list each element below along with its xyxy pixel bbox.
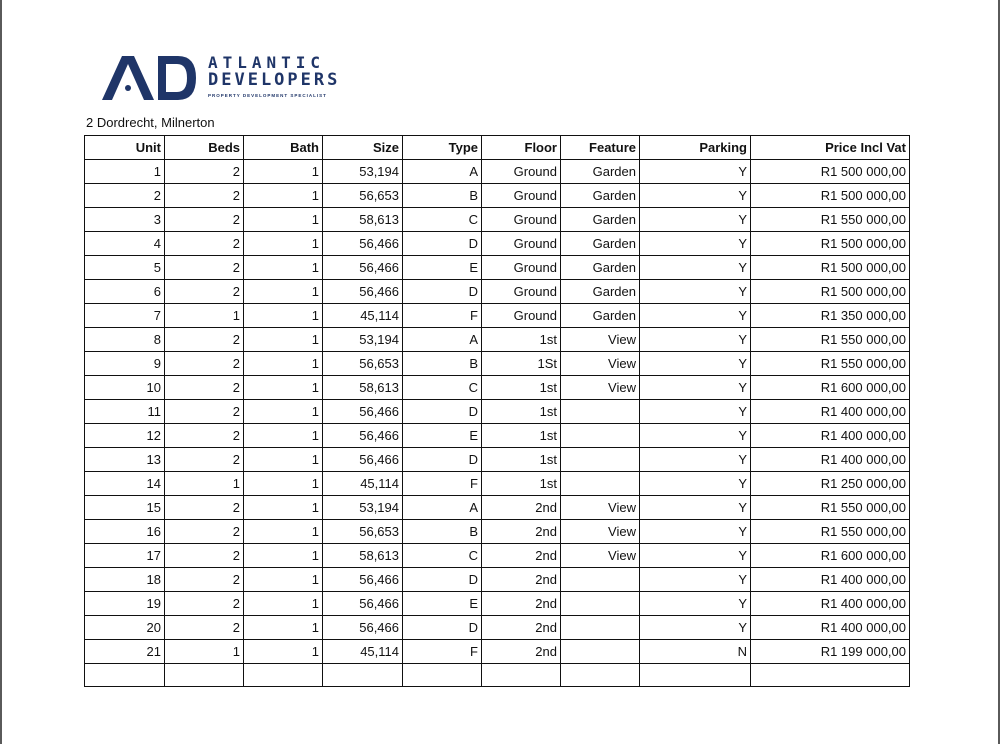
table-cell: 14 [85, 472, 165, 496]
table-cell: R1 199 000,00 [751, 640, 910, 664]
table-cell-empty [244, 664, 323, 687]
table-cell: F [403, 640, 482, 664]
table-cell: 2nd [482, 496, 561, 520]
table-cell: 1 [244, 232, 323, 256]
table-cell: 20 [85, 616, 165, 640]
column-header: Size [323, 136, 403, 160]
table-cell: R1 400 000,00 [751, 424, 910, 448]
logo-tagline: PROPERTY DEVELOPMENT SPECIALIST [208, 93, 327, 98]
table-cell: Garden [561, 304, 640, 328]
table-cell: 2 [165, 592, 244, 616]
logo-text-atlantic: ATLANTIC [208, 53, 326, 72]
table-cell: 2 [165, 160, 244, 184]
table-cell: 12 [85, 424, 165, 448]
table-cell: Garden [561, 280, 640, 304]
table-cell: 1 [244, 352, 323, 376]
table-cell: View [561, 328, 640, 352]
table-cell: 2 [165, 424, 244, 448]
ad-logo-mark-icon [100, 52, 198, 102]
table-cell: 1 [244, 520, 323, 544]
table-cell: 11 [85, 400, 165, 424]
table-cell: 2 [165, 448, 244, 472]
table-cell: 18 [85, 568, 165, 592]
table-cell: R1 400 000,00 [751, 616, 910, 640]
logo-text-developers: DEVELOPERS [208, 70, 341, 90]
table-cell: D [403, 568, 482, 592]
table-cell: 56,466 [323, 448, 403, 472]
table-cell: 1 [244, 640, 323, 664]
table-row [85, 160, 910, 184]
table-row [85, 520, 910, 544]
table-cell: 56,466 [323, 592, 403, 616]
table-cell: C [403, 208, 482, 232]
table-cell: 3 [85, 208, 165, 232]
table-cell: Y [640, 568, 751, 592]
table-cell: 2nd [482, 520, 561, 544]
table-cell: 1 [165, 472, 244, 496]
table-cell: View [561, 352, 640, 376]
table-cell: Ground [482, 184, 561, 208]
table-cell: Ground [482, 304, 561, 328]
table-cell: 17 [85, 544, 165, 568]
table-cell-empty [561, 664, 640, 687]
table-cell: R1 400 000,00 [751, 448, 910, 472]
table-row [85, 544, 910, 568]
table-cell: 2 [165, 544, 244, 568]
table-cell: 2 [165, 568, 244, 592]
table-cell: 56,653 [323, 520, 403, 544]
table-cell: 1 [244, 160, 323, 184]
table-row [85, 328, 910, 352]
table-cell: B [403, 352, 482, 376]
table-cell: R1 400 000,00 [751, 400, 910, 424]
table-cell: R1 350 000,00 [751, 304, 910, 328]
table-cell: R1 500 000,00 [751, 160, 910, 184]
table-cell: 58,613 [323, 544, 403, 568]
company-logo [100, 52, 360, 102]
table-cell: 1 [244, 184, 323, 208]
table-cell: 56,466 [323, 280, 403, 304]
table-row [85, 592, 910, 616]
table-cell: View [561, 376, 640, 400]
table-cell: Y [640, 160, 751, 184]
table-cell: 9 [85, 352, 165, 376]
table-cell: 56,653 [323, 184, 403, 208]
table-cell: D [403, 280, 482, 304]
table-cell: 6 [85, 280, 165, 304]
table-cell: 2nd [482, 616, 561, 640]
table-cell: Ground [482, 160, 561, 184]
table-cell: D [403, 232, 482, 256]
table-cell: E [403, 424, 482, 448]
table-cell: B [403, 520, 482, 544]
table-cell: Y [640, 232, 751, 256]
table-row [85, 376, 910, 400]
table-row [85, 184, 910, 208]
table-cell: 1 [244, 208, 323, 232]
table-cell-empty [403, 664, 482, 687]
table-cell: 1 [244, 496, 323, 520]
table-cell: Y [640, 544, 751, 568]
table-cell: Y [640, 592, 751, 616]
table-cell: 8 [85, 328, 165, 352]
table-cell: 2nd [482, 544, 561, 568]
table-cell: 1 [244, 616, 323, 640]
units-price-table [84, 135, 910, 687]
table-row [85, 568, 910, 592]
table-row [85, 304, 910, 328]
table-cell: 1 [165, 640, 244, 664]
table-row [85, 640, 910, 664]
table-cell: 1 [244, 568, 323, 592]
table-row [85, 208, 910, 232]
table-cell: 2 [165, 328, 244, 352]
table-cell: 45,114 [323, 304, 403, 328]
table-cell: 13 [85, 448, 165, 472]
table-cell-empty [85, 664, 165, 687]
table-cell: Y [640, 352, 751, 376]
table-cell [561, 472, 640, 496]
table-cell: 1 [244, 544, 323, 568]
table-cell: 56,466 [323, 400, 403, 424]
table-cell [561, 400, 640, 424]
page-edge-left [0, 0, 2, 744]
table-cell: R1 550 000,00 [751, 328, 910, 352]
table-cell: 7 [85, 304, 165, 328]
table-cell: Garden [561, 232, 640, 256]
table-cell: 1 [244, 424, 323, 448]
table-cell: 53,194 [323, 160, 403, 184]
table-cell: Y [640, 256, 751, 280]
table-cell: 4 [85, 232, 165, 256]
table-row [85, 232, 910, 256]
table-cell: A [403, 328, 482, 352]
table-cell: View [561, 496, 640, 520]
table-cell [561, 568, 640, 592]
column-header: Bath [244, 136, 323, 160]
table-cell: Ground [482, 232, 561, 256]
table-cell: R1 250 000,00 [751, 472, 910, 496]
table-cell: A [403, 160, 482, 184]
table-row [85, 256, 910, 280]
table-cell: 1 [85, 160, 165, 184]
table-cell: Y [640, 376, 751, 400]
table-cell: 45,114 [323, 472, 403, 496]
table-cell: Y [640, 184, 751, 208]
table-cell: E [403, 592, 482, 616]
table-cell: 56,466 [323, 424, 403, 448]
table-cell: 1 [244, 376, 323, 400]
table-cell: R1 550 000,00 [751, 208, 910, 232]
table-cell: View [561, 544, 640, 568]
table-cell: 2 [165, 616, 244, 640]
table-cell: 2 [165, 496, 244, 520]
table-cell: Garden [561, 256, 640, 280]
table-cell: 53,194 [323, 328, 403, 352]
table-cell: 16 [85, 520, 165, 544]
table-cell: 1st [482, 448, 561, 472]
table-cell: 2 [165, 208, 244, 232]
table-cell: 1 [244, 280, 323, 304]
table-row [85, 280, 910, 304]
table-cell: Garden [561, 160, 640, 184]
table-cell: R1 500 000,00 [751, 184, 910, 208]
table-cell: Y [640, 400, 751, 424]
table-cell: Ground [482, 208, 561, 232]
column-header: Floor [482, 136, 561, 160]
table-cell: 2 [165, 400, 244, 424]
table-cell: D [403, 448, 482, 472]
table-cell-empty [640, 664, 751, 687]
table-cell [561, 424, 640, 448]
table-cell: 2 [165, 376, 244, 400]
table-cell: D [403, 616, 482, 640]
table-cell: Y [640, 280, 751, 304]
table-cell: 1 [244, 448, 323, 472]
table-cell-empty [482, 664, 561, 687]
table-cell: 2nd [482, 640, 561, 664]
table-cell: Y [640, 208, 751, 232]
table-cell: 1st [482, 472, 561, 496]
table-cell: 56,466 [323, 616, 403, 640]
table-row-empty [85, 664, 910, 687]
table-cell: E [403, 256, 482, 280]
table-cell: 56,466 [323, 256, 403, 280]
column-header: Parking [640, 136, 751, 160]
table-cell: 58,613 [323, 208, 403, 232]
table-cell: 1 [244, 400, 323, 424]
table-cell: Y [640, 304, 751, 328]
column-header: Type [403, 136, 482, 160]
column-header: Unit [85, 136, 165, 160]
table-cell: C [403, 376, 482, 400]
table-cell: Y [640, 472, 751, 496]
column-header: Feature [561, 136, 640, 160]
table-cell: B [403, 184, 482, 208]
table-cell: View [561, 520, 640, 544]
table-cell: C [403, 544, 482, 568]
table-cell: R1 600 000,00 [751, 544, 910, 568]
table-cell-empty [323, 664, 403, 687]
table-cell: 1 [244, 256, 323, 280]
table-cell: 2 [165, 184, 244, 208]
table-cell: 2nd [482, 568, 561, 592]
table-cell: Ground [482, 280, 561, 304]
table-row [85, 352, 910, 376]
table-cell [561, 616, 640, 640]
table-cell: 58,613 [323, 376, 403, 400]
table-cell: 1St [482, 352, 561, 376]
table-cell: 56,466 [323, 568, 403, 592]
table-cell: 56,653 [323, 352, 403, 376]
table-cell: 19 [85, 592, 165, 616]
table-cell: Ground [482, 256, 561, 280]
table-cell: Y [640, 496, 751, 520]
table-cell: R1 550 000,00 [751, 520, 910, 544]
table-cell: Y [640, 616, 751, 640]
table-cell: 2 [165, 352, 244, 376]
table-cell: 1st [482, 400, 561, 424]
table-cell: 1st [482, 424, 561, 448]
table-cell: Y [640, 328, 751, 352]
table-row [85, 448, 910, 472]
table-cell: Y [640, 448, 751, 472]
table-header-row [85, 136, 910, 160]
table-cell [561, 640, 640, 664]
table-cell: R1 550 000,00 [751, 496, 910, 520]
table-cell-empty [751, 664, 910, 687]
table-cell: 10 [85, 376, 165, 400]
table-cell: Y [640, 520, 751, 544]
table-cell: 1st [482, 376, 561, 400]
table-cell: Y [640, 424, 751, 448]
table-cell: R1 400 000,00 [751, 592, 910, 616]
table-row [85, 496, 910, 520]
table-cell [561, 592, 640, 616]
table-cell: Garden [561, 184, 640, 208]
table-row [85, 424, 910, 448]
table-cell: 2 [165, 280, 244, 304]
table-cell: A [403, 496, 482, 520]
table-cell: 53,194 [323, 496, 403, 520]
table-cell: 2 [165, 520, 244, 544]
table-cell: 2 [85, 184, 165, 208]
table-cell: R1 600 000,00 [751, 376, 910, 400]
table-cell: 2 [165, 256, 244, 280]
table-cell: 45,114 [323, 640, 403, 664]
table-cell: R1 500 000,00 [751, 232, 910, 256]
table-cell: 21 [85, 640, 165, 664]
table-cell: 1 [244, 472, 323, 496]
table-cell-empty [165, 664, 244, 687]
table-cell: R1 500 000,00 [751, 256, 910, 280]
table-cell: Garden [561, 208, 640, 232]
table-cell: N [640, 640, 751, 664]
table-cell: 2 [165, 232, 244, 256]
table-body [85, 160, 910, 687]
table-cell: 1 [165, 304, 244, 328]
table-cell: 1st [482, 328, 561, 352]
property-address: 2 Dordrecht, Milnerton [86, 115, 215, 130]
table-row [85, 400, 910, 424]
table-cell: F [403, 472, 482, 496]
column-header: Price Incl Vat [751, 136, 910, 160]
table-cell: 1 [244, 328, 323, 352]
table-cell: R1 550 000,00 [751, 352, 910, 376]
table-cell: 5 [85, 256, 165, 280]
table-row [85, 472, 910, 496]
table-cell: 2nd [482, 592, 561, 616]
table-cell: R1 400 000,00 [751, 568, 910, 592]
table-cell: 1 [244, 304, 323, 328]
table-row [85, 616, 910, 640]
table-cell: F [403, 304, 482, 328]
table-cell: R1 500 000,00 [751, 280, 910, 304]
table-cell: 15 [85, 496, 165, 520]
table-cell [561, 448, 640, 472]
column-header: Beds [165, 136, 244, 160]
table-cell: 56,466 [323, 232, 403, 256]
table-cell: D [403, 400, 482, 424]
table-cell: 1 [244, 592, 323, 616]
